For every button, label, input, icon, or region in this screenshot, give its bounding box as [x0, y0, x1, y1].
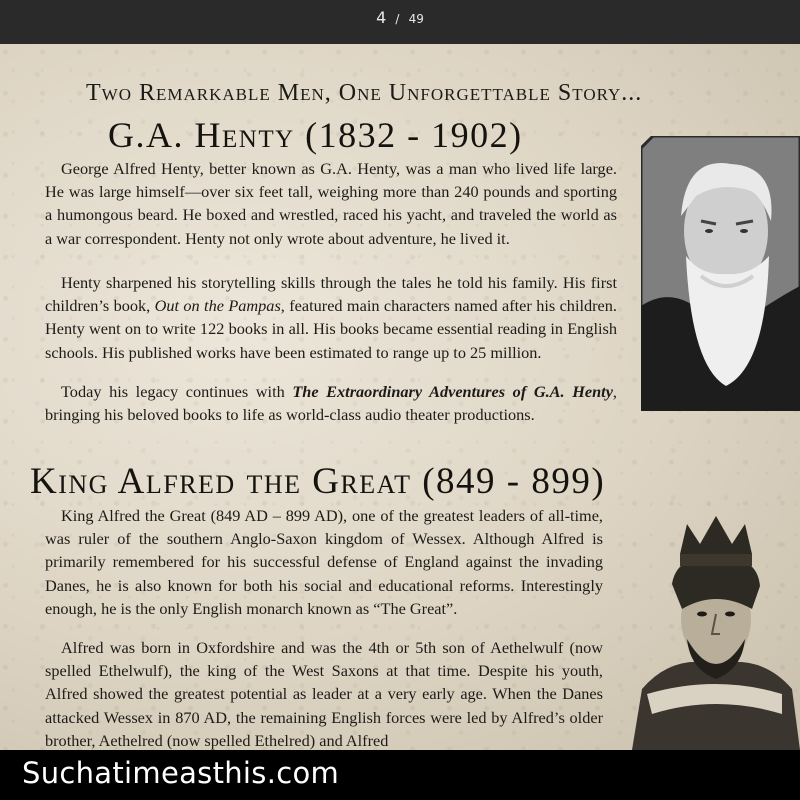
henty-portrait	[641, 136, 800, 411]
footer-banner	[0, 750, 800, 800]
book-title: Out on the Pampas	[154, 296, 281, 316]
page-tagline: Two Remarkable Men, One Unforgettable Story...	[86, 80, 643, 106]
henty-heading: G.A. Henty (1832 - 1902)	[108, 115, 523, 155]
henty-paragraph-3: Today his legacy continues with The Extraordinary Adventures of G.A. Henty, bringing his beloved books to life as world-class audio theater productions.	[45, 382, 617, 425]
page-indicator	[0, 0, 800, 36]
viewer-toolbar	[0, 0, 800, 44]
book-page	[0, 44, 800, 750]
alfred-portrait	[632, 514, 800, 750]
current-page-number: 4	[376, 8, 387, 27]
total-pages: 49	[408, 12, 424, 26]
alfred-paragraph-1: King Alfred the Great (849 AD – 899 AD), one of the greatest leaders of all-time, was ruler of the southern Anglo-Saxon kingdom of Wessex. Although Alfred is primarily remembered for his successful defense of England against the invading Danes, he is also known for both his social and educational reforms. Interestingly enough, he is the only English monarch known as “The Great”.	[45, 506, 603, 618]
henty-paragraph-1: George Alfred Henty, better known as G.A. Henty, was a man who lived life large. He was large himself—over six feet tall, weighing more than 240 pounds and sporting a humongous beard. He boxed and wrestled, raced his yacht, and traveled the world as a war correspondent. Henty not only wrote about adventure, he lived it.	[45, 159, 617, 248]
alfred-paragraph-2: Alfred was born in Oxfordshire and was the 4th or 5th son of Aethelwulf (now spelled Ethelwulf), the king of the West Saxons at that time. Despite his youth, Alfred showed the greatest potential as leader at a very early age. When the Danes attacked Wessex in 870 AD, the remaining English forces were led by Alfred’s older brother, Aethelred (now spelled Ethelred) and Alfred	[45, 638, 603, 750]
alfred-heading: King Alfred the Great (849 - 899)	[30, 461, 606, 502]
henty-paragraph-2: Henty sharpened his storytelling skills through the tales he told his family. His first children’s book, Out on the Pampas, featured main characters named after his children. Henty went on to write 122 books in all. His books became essential reading in English schools. His published works have been estimated to range up to 25 million.	[45, 273, 617, 362]
series-title: The Extraordinary Adventures of G.A. Henty	[292, 382, 613, 401]
site-name: Suchatimeasthis.com	[22, 756, 340, 790]
page-separator: /	[395, 12, 400, 26]
